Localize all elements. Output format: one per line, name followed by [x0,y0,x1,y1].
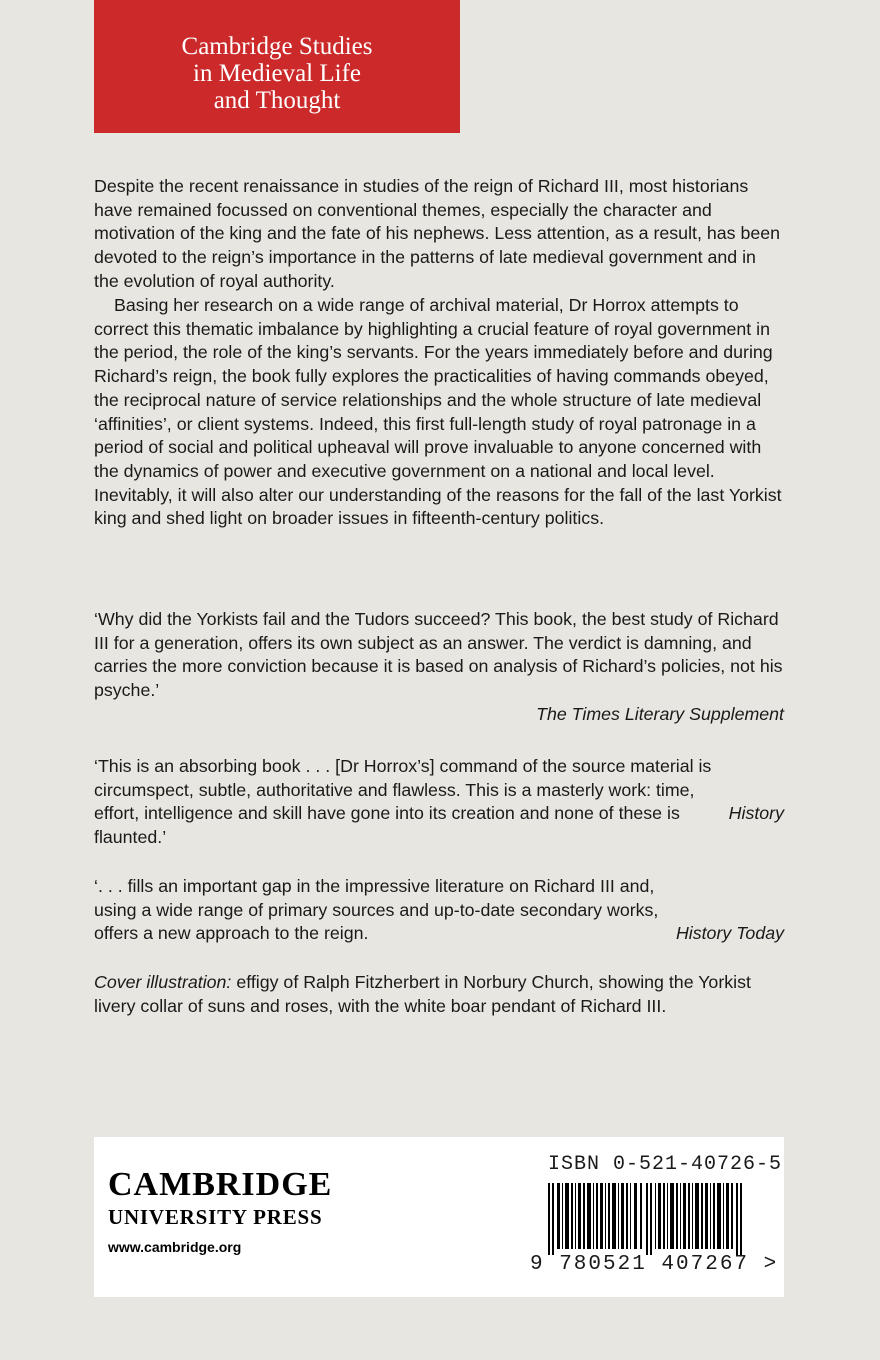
publisher-url: www.cambridge.org [108,1239,242,1255]
review-quote: History Today ‘. . . fills an important gap in the impressive literature on Richard III and, using a wide range of primary sources and up-to-date secondary works, offers a new approach to the reign. [94,875,784,946]
review-2 [94,755,784,850]
publisher-name-line-1: CAMBRIDGE [108,1166,333,1203]
series-title-line-3: and Thought [213,87,341,114]
review-1 [94,608,784,727]
review-source: History [728,803,784,823]
blurb-paragraph-2: Basing her research on a wide range of archival material, Dr Horrox attempts to correct this thematic imbalance by highlighting a crucial feature of royal government in the period, the role of the king’s servants. For the years immediately before and during Richard’s reign, the book fully explores the practicalities of having commands obeyed, the reciprocal nature of service relationships and the whole structure of late medieval ‘affinities’, or client systems. Indeed, this first full-length study of royal patronage in a period of social and political upheaval will prove invaluable to anyone concerned with the dynamics of power and executive government on a national and local level. Inevitably, it will also alter our understanding of the reasons for the fall of the last Yorkist king and shed light on broader issues in fifteenth-century politics. [94,295,782,529]
cover-illustration-note [94,971,784,1018]
blurb-paragraph-1: Despite the recent renaissance in studies of the reign of Richard III, most historians have remained focussed on conventional themes, especially the character and motivation of the king and the fate of his nephews. Less attention, as a result, has been devoted to the reign’s importance in the patterns of late medieval government and in the evolution of royal authority. [94,176,781,291]
series-title-box [94,0,460,133]
ean-number: 9 780521 407267 > [530,1253,779,1276]
review-quote: History ‘This is an absorbing book . . . [Dr Horrox’s] command of the source material is circumspect, subtle, authoritative and flawless. This is a masterly work: time, effort, intelligence and skill have gone into its creation and none of these is flaunted.’ [94,756,784,848]
publisher-logo [108,1167,332,1255]
review-source: The Times Literary Supplement [536,703,784,724]
publisher-name-line-2: UNIVERSITY PRESS [108,1205,323,1229]
barcode-icon [548,1183,758,1255]
review-source: History Today [675,923,784,943]
series-title-line-2: in Medieval Life [193,60,361,87]
series-title-line-1: Cambridge Studies [181,33,373,60]
cover-text: effigy of Ralph Fitzherbert in Norbury Church, showing the Yorkist livery collar of suns and roses, with the white boar pendant of Richard III. [94,972,751,1016]
review-quote: ‘Why did the Yorkists fail and the Tudors succeed? This book, the best study of Richard III for a generation, offers its own subject as an answer. The verdict is damning, and carries the more conviction because it is based on analysis of Richard’s policies, not his psyche.’ [94,609,783,701]
isbn-text: ISBN 0-521-40726-5 [548,1153,783,1176]
review-3 [94,875,784,946]
cover-label: Cover illustration: [94,972,232,992]
publisher-panel [94,1137,784,1297]
